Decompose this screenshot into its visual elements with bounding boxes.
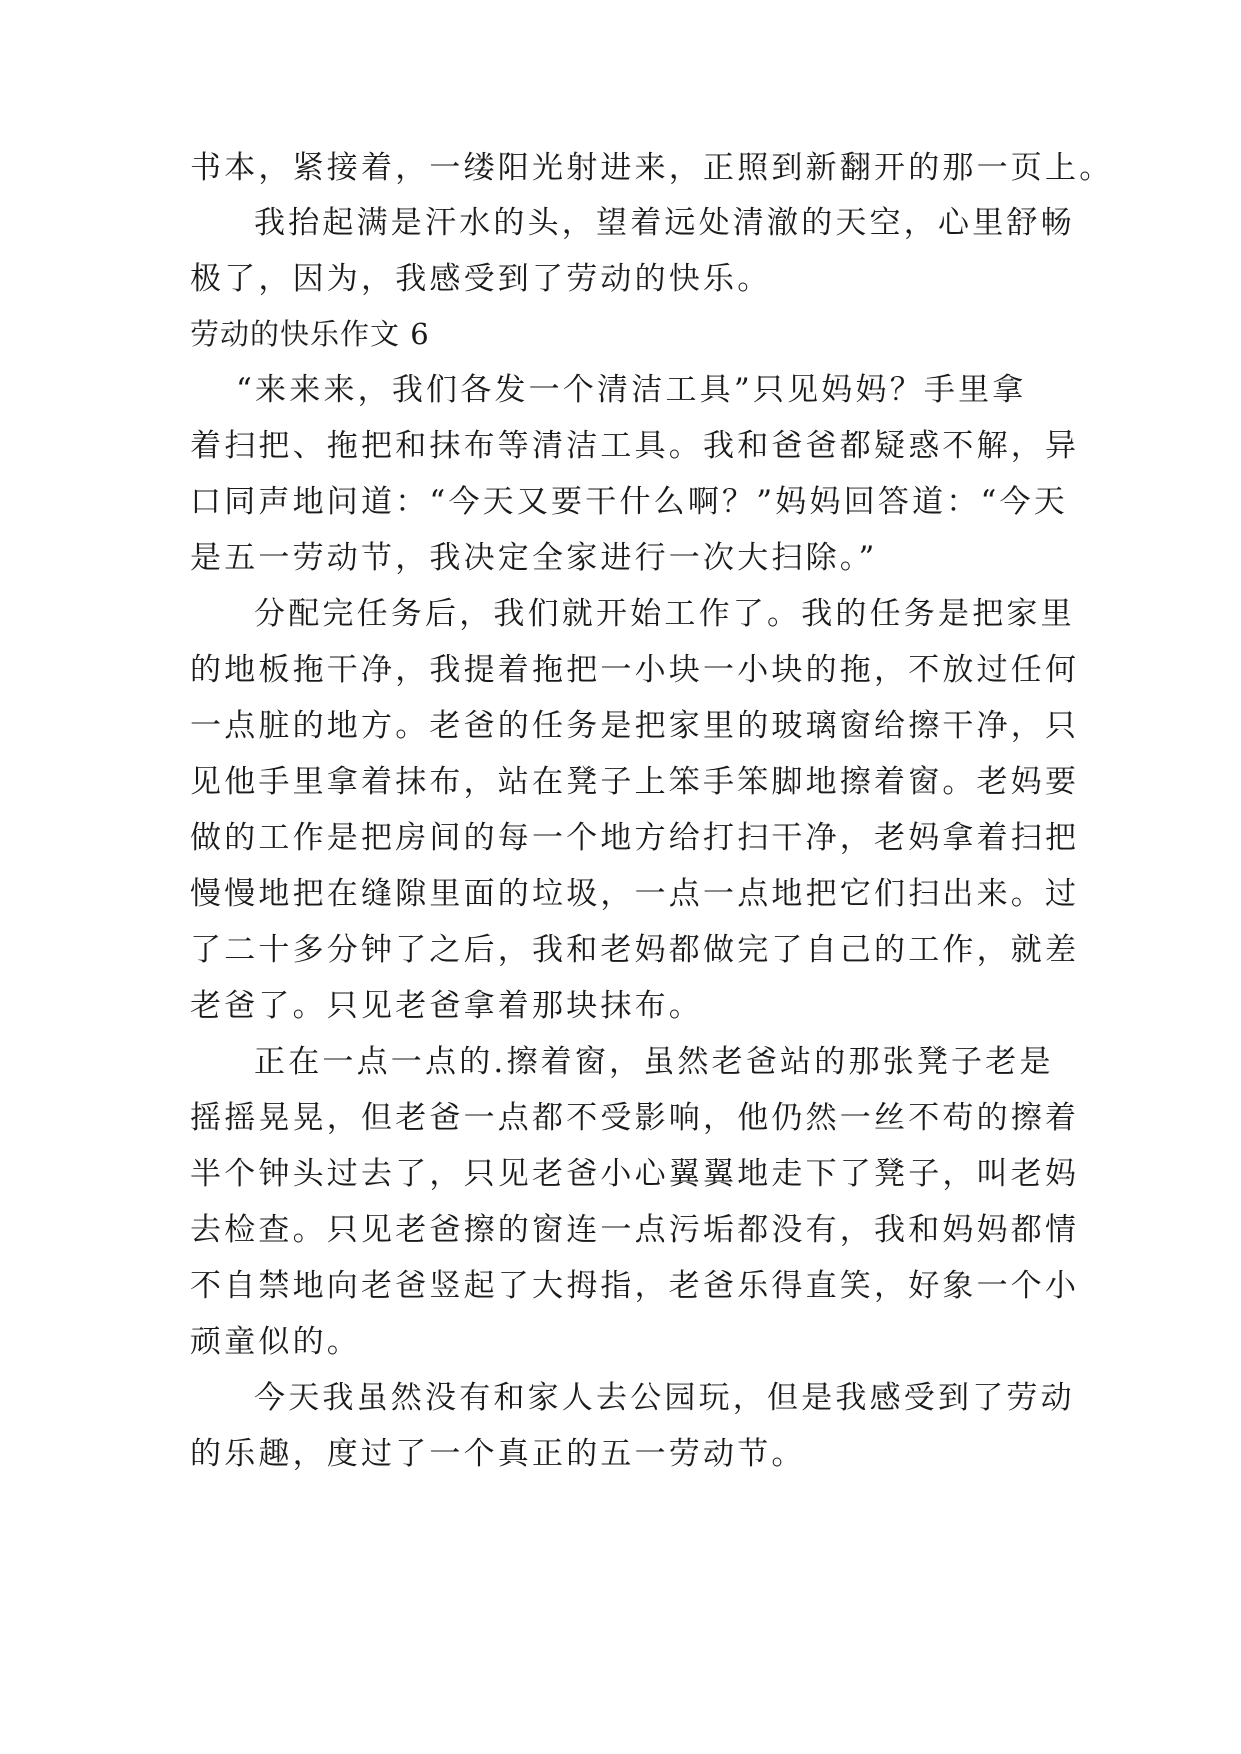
text-line: 慢慢地把在缝隙里面的垃圾，一点一点地把它们扫出来。过 <box>190 876 1080 912</box>
text-line: 去检查。只见老爸擦的窗连一点污垢都没有，我和妈妈都情 <box>190 1212 1080 1248</box>
text-line: 半个钟头过去了，只见老爸小心翼翼地走下了凳子，叫老妈 <box>190 1156 1080 1192</box>
text-line: 见他手里拿着抹布，站在凳子上笨手笨脚地擦着窗。老妈要 <box>190 764 1080 800</box>
section-title: 劳动的快乐作文 6 <box>190 317 430 351</box>
text-line: 老爸了。只见老爸拿着那块抹布。 <box>190 988 703 1024</box>
text-line: 今天我虽然没有和家人去公园玩，但是我感受到了劳动 <box>254 1380 1075 1416</box>
text-line: 书本，紧接着，一缕阳光射进来，正照到新翻开的那一页上。 <box>190 150 1114 186</box>
text-line: 不自禁地向老爸竖起了大拇指，老爸乐得直笑，好象一个小 <box>190 1268 1080 1304</box>
text-line: 着扫把、拖把和抹布等清洁工具。我和爸爸都疑惑不解，异 <box>190 428 1080 464</box>
text-line: 一点脏的地方。老爸的任务是把家里的玻璃窗给擦干净，只 <box>190 708 1080 744</box>
text-line: 口同声地问道：“今天又要干什么啊？”妈妈回答道：“今天 <box>190 484 1068 520</box>
text-line: 做的工作是把房间的每一个地方给打扫干净，老妈拿着扫把 <box>190 820 1080 856</box>
text-line: 摇摇晃晃，但老爸一点都不受影响，他仍然一丝不苟的擦着 <box>190 1100 1080 1136</box>
text-line: 顽童似的。 <box>190 1324 361 1360</box>
text-line: 了二十多分钟了之后，我和老妈都做完了自己的工作，就差 <box>190 932 1080 968</box>
text-line: 的乐趣，度过了一个真正的五一劳动节。 <box>190 1436 806 1472</box>
text-line: 的地板拖干净，我提着拖把一小块一小块的拖，不放过任何 <box>190 652 1080 688</box>
text-line: 正在一点一点的.擦着窗，虽然老爸站的那张凳子老是 <box>254 1044 1054 1080</box>
text-line: “来来来，我们各发一个清洁工具”只见妈妈？手里拿 <box>236 372 1027 408</box>
text-line: 极了，因为，我感受到了劳动的快乐。 <box>190 261 772 297</box>
text-line: 分配完任务后，我们就开始工作了。我的任务是把家里 <box>254 596 1075 632</box>
text-line: 是五一劳动节，我决定全家进行一次大扫除。” <box>190 540 878 576</box>
text-line: 我抬起满是汗水的头，望着远处清澈的天空，心里舒畅 <box>254 205 1075 241</box>
